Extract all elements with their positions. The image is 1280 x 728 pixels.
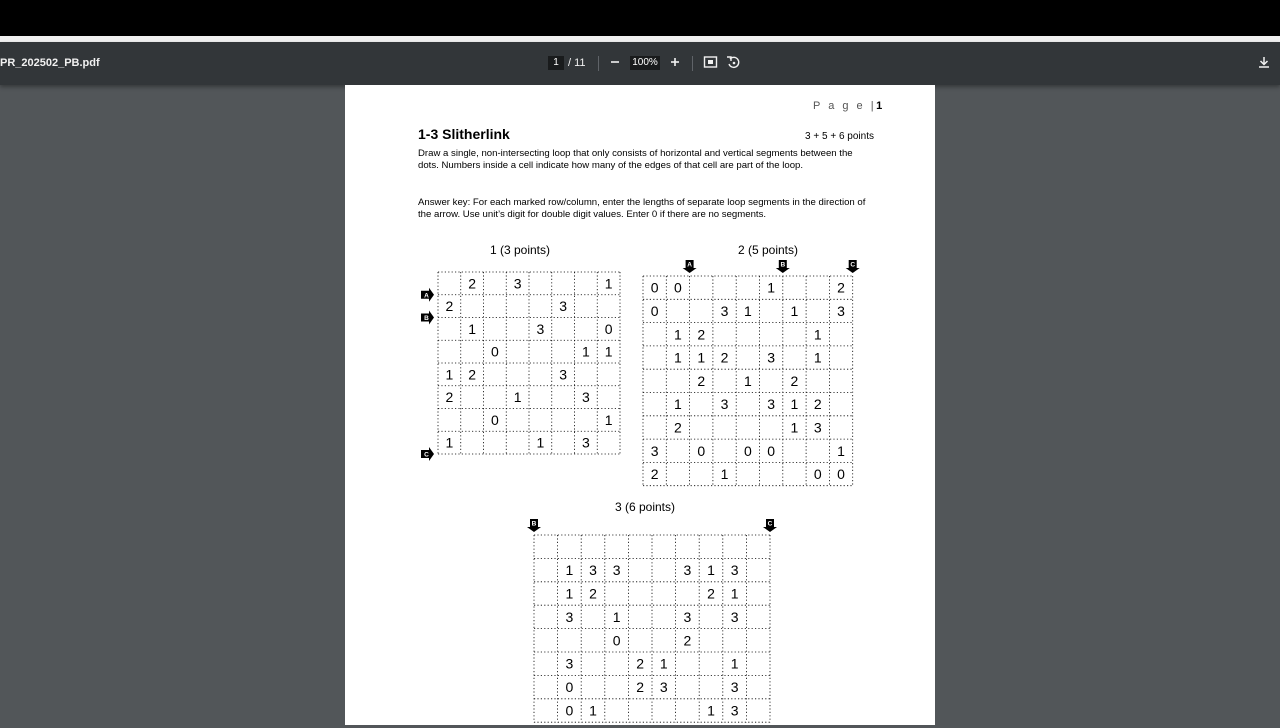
plus-icon [668, 52, 682, 72]
toolbar-divider [692, 56, 693, 71]
cell-clue: 1 [581, 343, 590, 360]
cell-clue: 2 [636, 655, 645, 672]
marker-arrow-b [776, 260, 790, 273]
fit-page-icon [703, 55, 718, 70]
cell-clue: 3 [650, 442, 659, 459]
cell-clue: 3 [767, 396, 776, 413]
cell-clue: 0 [490, 343, 499, 360]
fit-page-button[interactable] [703, 55, 718, 70]
cell-clue: 0 [650, 279, 659, 296]
cell-clue: 0 [674, 279, 682, 296]
cell-clue: 1 [674, 326, 682, 343]
page-total: / 11 [568, 57, 586, 69]
cell-clue: 1 [445, 366, 454, 383]
cell-clue: 1 [604, 275, 613, 292]
cell-clue: 0 [650, 302, 659, 319]
cell-clue: 3 [720, 302, 729, 319]
cell-clue: 1 [674, 349, 682, 366]
cell-clue: 3 [589, 562, 597, 579]
cell-clue: 1 [743, 302, 752, 319]
cell-clue: 1 [612, 608, 621, 625]
cell-clue: 0 [490, 411, 499, 428]
svg-text:B: B [531, 520, 537, 528]
cell-clue: 3 [730, 679, 739, 696]
cell-clue: 1 [536, 434, 545, 451]
pdf-toolbar [0, 42, 1280, 85]
cell-clue: 1 [730, 655, 739, 672]
puzzle-set-title: 1-3 Slitherlink [418, 126, 510, 142]
cell-clue: 3 [565, 608, 574, 625]
cell-clue: 3 [720, 396, 729, 413]
cell-clue: 1 [565, 585, 574, 602]
cell-clue: 2 [697, 372, 706, 389]
cell-clue: 0 [743, 442, 752, 459]
cell-clue: 3 [513, 275, 522, 292]
puzzle-3-title: 3 (6 points) [614, 500, 676, 514]
cell-clue: 1 [720, 466, 729, 483]
cell-clue: 0 [612, 632, 621, 649]
page-header [813, 100, 882, 112]
cell-clue: 3 [683, 608, 692, 625]
zoom-in-button[interactable] [668, 52, 682, 72]
cell-clue: 1 [697, 349, 706, 366]
cell-clue: 1 [707, 562, 715, 579]
marker-arrow-b [421, 311, 434, 325]
download-button[interactable] [1257, 55, 1271, 69]
instructions-text: Draw a single, non-intersecting loop that only consists of horizontal and vertical segments between the dots. Numbers inside a cell indicate how many of the edges of that cell are part of the loop. [418, 148, 853, 172]
cell-clue: 0 [697, 442, 706, 459]
zoom-level-input[interactable]: 100% [630, 56, 660, 70]
cell-clue: 2 [720, 349, 729, 366]
answer-key-text: Answer key: For each marked row/column, enter the lengths of separate loop segments in the direction of the arrow. Use unit’s digit for double digit values. Enter 0 if there are no segments. [418, 197, 866, 221]
cell-clue: 1 [837, 442, 845, 459]
cell-clue: 1 [468, 320, 477, 337]
browser-top-bar [0, 0, 1280, 36]
page-number-input[interactable]: 1 [548, 56, 564, 70]
cell-clue: 1 [730, 585, 739, 602]
cell-clue: 2 [707, 585, 715, 602]
toolbar-divider [598, 56, 599, 71]
cell-clue: 3 [683, 562, 692, 579]
marker-arrow-a [683, 260, 697, 273]
cell-clue: 3 [565, 655, 574, 672]
cell-clue: 1 [790, 396, 799, 413]
svg-text:B: B [424, 315, 429, 322]
cell-clue: 1 [604, 411, 613, 428]
cell-clue: 1 [790, 302, 799, 319]
puzzle-2-grid [638, 257, 868, 492]
zoom-out-button[interactable] [608, 52, 622, 72]
puzzle-1-grid [418, 269, 628, 464]
cell-clue: 1 [565, 562, 574, 579]
cell-clue: 2 [813, 396, 822, 413]
cell-clue: 2 [445, 389, 454, 406]
cell-clue: 3 [581, 389, 590, 406]
cell-clue: 3 [837, 302, 845, 319]
cell-clue: 1 [790, 419, 799, 436]
cell-clue: 2 [790, 372, 799, 389]
pdf-page [345, 85, 935, 725]
puzzle-3-grid [528, 513, 778, 728]
cell-clue: 1 [743, 372, 752, 389]
svg-text:C: C [424, 451, 429, 459]
cell-clue: 3 [730, 562, 739, 579]
svg-text:A: A [424, 292, 429, 300]
cell-clue: 0 [604, 320, 613, 337]
cell-clue: 1 [813, 326, 822, 343]
cell-clue: 0 [813, 466, 822, 483]
cell-clue: 3 [659, 679, 668, 696]
svg-text:C: C [767, 520, 773, 528]
cell-clue: 3 [730, 702, 739, 719]
cell-clue: 2 [697, 326, 706, 343]
download-icon [1257, 55, 1271, 69]
minus-icon [608, 52, 622, 72]
cell-clue: 0 [837, 466, 845, 483]
cell-clue: 1 [767, 279, 776, 296]
cell-clue: 3 [612, 562, 621, 579]
puzzle-1-title: 1 (3 points) [489, 243, 551, 257]
points-summary: 3 + 5 + 6 points [805, 131, 874, 142]
cell-clue: 3 [767, 349, 776, 366]
cell-clue: 2 [674, 419, 682, 436]
svg-text:C: C [850, 261, 856, 269]
svg-text:A: A [687, 261, 692, 269]
cell-clue: 3 [559, 298, 568, 315]
cell-clue: 3 [813, 419, 822, 436]
cell-clue: 2 [683, 632, 692, 649]
marker-arrow-c [763, 519, 777, 532]
cell-clue: 1 [445, 434, 454, 451]
cell-clue: 1 [659, 655, 668, 672]
cell-clue: 2 [468, 275, 477, 292]
marker-arrow-a [421, 288, 434, 302]
rotate-button[interactable] [726, 55, 741, 70]
cell-clue: 2 [468, 366, 477, 383]
file-name: PR_202502_PB.pdf [0, 57, 100, 69]
cell-clue: 2 [636, 679, 645, 696]
cell-clue: 3 [559, 366, 568, 383]
cell-clue: 3 [581, 434, 590, 451]
marker-arrow-c [421, 447, 434, 461]
svg-text:B: B [780, 261, 786, 269]
cell-clue: 1 [707, 702, 715, 719]
marker-arrow-c [846, 260, 860, 273]
cell-clue: 1 [674, 396, 682, 413]
puzzle-2-title: 2 (5 points) [737, 243, 799, 257]
cell-clue: 1 [604, 343, 613, 360]
cell-clue: 1 [813, 349, 822, 366]
cell-clue: 2 [837, 279, 845, 296]
cell-clue: 2 [445, 298, 454, 315]
cell-clue: 1 [589, 702, 597, 719]
page-label: P a g e | [813, 100, 877, 112]
rotate-icon [726, 55, 741, 70]
cell-clue: 0 [767, 442, 776, 459]
cell-clue: 0 [565, 679, 574, 696]
cell-clue: 0 [565, 702, 574, 719]
cell-clue: 2 [589, 585, 597, 602]
page-number: 1 [876, 100, 883, 112]
cell-clue: 3 [730, 608, 739, 625]
cell-clue: 1 [513, 389, 522, 406]
cell-clue: 3 [536, 320, 545, 337]
marker-arrow-b [527, 519, 541, 532]
cell-clue: 2 [650, 466, 659, 483]
